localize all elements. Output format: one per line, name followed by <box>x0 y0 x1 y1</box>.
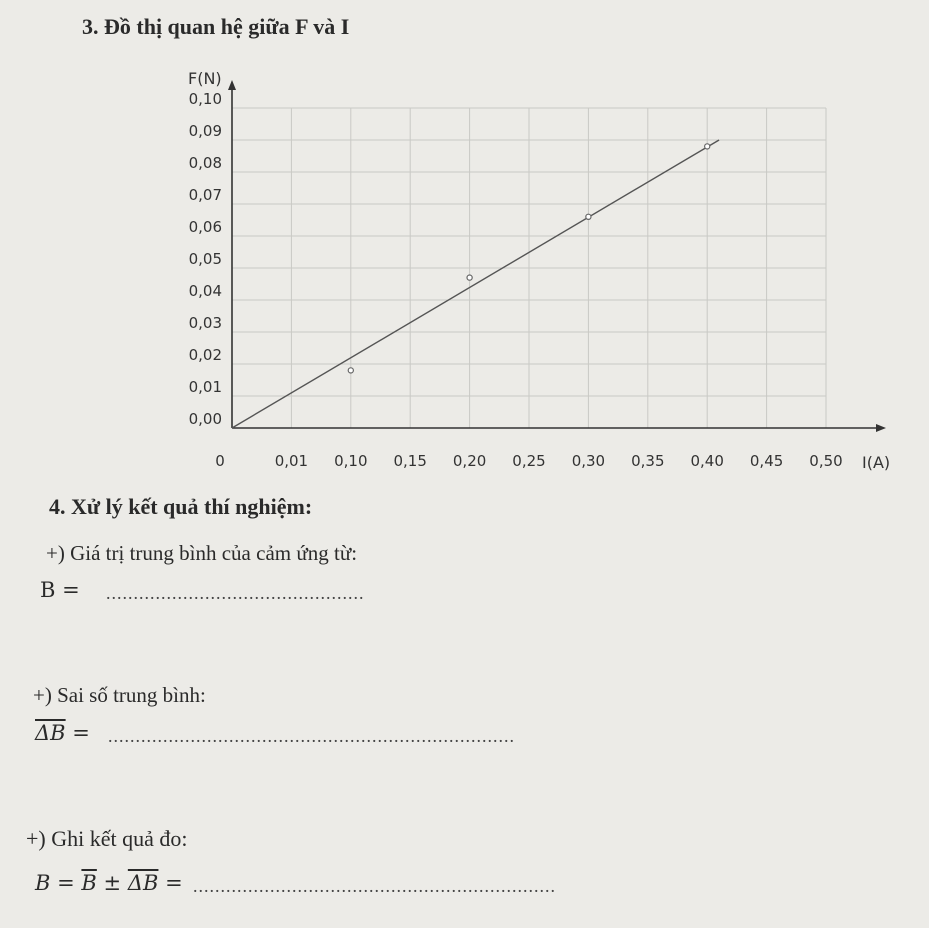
result-b-bar: $\overline{B}$ <box>81 871 97 895</box>
mean-error-equals: = <box>72 721 90 745</box>
section-4-title: 4. Xử lý kết quả thí nghiệm: <box>49 494 313 519</box>
data-point <box>467 275 472 280</box>
result-b: B <box>35 871 51 895</box>
y-tick-label: 0,10 <box>188 90 222 108</box>
mean-error-label: +) Sai số trung bình: <box>33 683 206 707</box>
f-vs-i-chart <box>0 60 929 480</box>
result-blank[interactable]: .................................................................. <box>193 876 556 896</box>
y-tick-label: 0,00 <box>188 410 222 428</box>
x-tick-label: 0 <box>215 452 225 470</box>
x-tick-label: 0,01 <box>274 452 309 470</box>
y-tick-label: 0,08 <box>188 154 222 172</box>
x-tick-label: 0,15 <box>393 452 427 470</box>
x-tick-label: 0,50 <box>809 452 843 470</box>
result-equals-1: = <box>57 871 75 895</box>
section-3-title: 3. Đồ thị quan hệ giữa F và I <box>82 14 350 39</box>
y-tick-label: 0,03 <box>188 314 222 332</box>
x-tick-label: 0,45 <box>749 452 784 470</box>
x-tick-label: 0,20 <box>452 452 487 470</box>
data-point <box>705 144 710 149</box>
y-axis-arrow <box>228 80 236 90</box>
x-tick-label: 0,40 <box>690 452 724 470</box>
delta-b-symbol: $\overline{\Delta B}$ <box>35 721 66 745</box>
result-plus-minus: ± <box>103 871 122 895</box>
x-tick-label: 0,25 <box>512 452 546 470</box>
x-axis-arrow <box>876 424 886 432</box>
result-equals-2: = <box>165 871 183 895</box>
y-tick-label: 0,06 <box>188 218 222 236</box>
data-point <box>348 368 353 373</box>
result-label: +) Ghi kết quả đo: <box>26 826 188 851</box>
y-tick-label: 0,09 <box>188 122 222 140</box>
x-tick-label: 0,10 <box>334 452 368 470</box>
data-point <box>586 214 591 219</box>
y-tick-label: 0,02 <box>188 346 222 364</box>
x-tick-label: 0,35 <box>631 452 665 470</box>
mean-b-equation: B = <box>40 578 80 602</box>
y-tick-label: 0,04 <box>188 282 222 300</box>
mean-b-blank[interactable]: ............................................... <box>106 583 365 603</box>
mean-error-equation <box>35 721 90 745</box>
mean-b-label: +) Giá trị trung bình của cảm ứng từ: <box>46 541 358 565</box>
y-tick-label: 0,05 <box>188 250 222 268</box>
y-axis-label: F(N) <box>188 69 222 88</box>
y-tick-label: 0,07 <box>188 186 222 204</box>
x-axis-label: I(A) <box>862 453 891 472</box>
best-fit-line <box>232 140 719 428</box>
result-delta-b-bar: $\overline{\Delta B}$ <box>127 871 159 895</box>
result-equation <box>35 871 183 895</box>
x-tick-label: 0,30 <box>571 452 606 470</box>
y-tick-label: 0,01 <box>188 378 222 396</box>
mean-error-blank[interactable]: .......................................................................... <box>108 726 515 746</box>
